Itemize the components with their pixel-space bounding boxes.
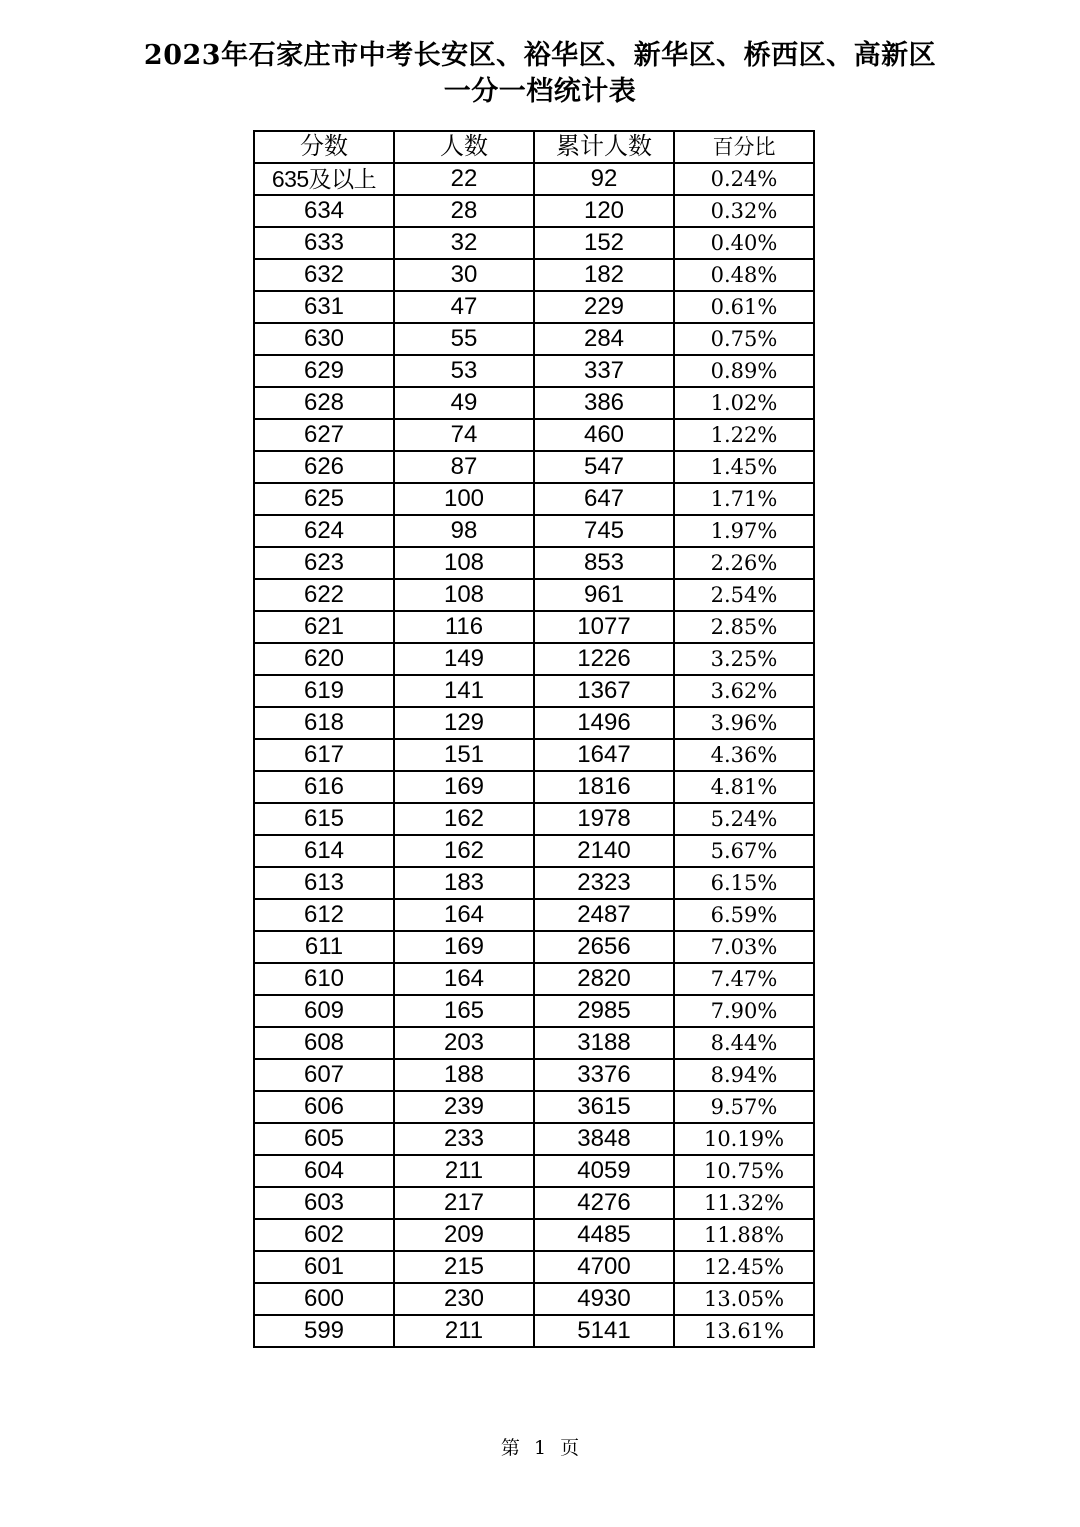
cumulative-cell: 2656	[534, 931, 674, 963]
count-cell: 28	[394, 195, 534, 227]
score-cell: 599	[254, 1315, 394, 1347]
cumulative-cell: 5141	[534, 1315, 674, 1347]
count-cell: 169	[394, 771, 534, 803]
score-cell: 605	[254, 1123, 394, 1155]
count-cell: 164	[394, 899, 534, 931]
table-row	[254, 323, 814, 355]
cumulative-cell: 460	[534, 419, 674, 451]
count-cell: 169	[394, 931, 534, 963]
percent-cell: 11.32%	[674, 1187, 814, 1219]
score-cell: 616	[254, 771, 394, 803]
table-row	[254, 931, 814, 963]
score-cell: 617	[254, 739, 394, 771]
cumulative-cell: 3376	[534, 1059, 674, 1091]
column-header-cumulative: 累计人数	[534, 131, 674, 163]
score-cell: 610	[254, 963, 394, 995]
score-cell: 613	[254, 867, 394, 899]
table-row	[254, 771, 814, 803]
count-cell: 233	[394, 1123, 534, 1155]
cumulative-cell: 2487	[534, 899, 674, 931]
percent-cell: 3.25%	[674, 643, 814, 675]
table-row	[254, 291, 814, 323]
score-cell: 602	[254, 1219, 394, 1251]
percent-cell: 11.88%	[674, 1219, 814, 1251]
table-row	[254, 803, 814, 835]
cumulative-cell: 1226	[534, 643, 674, 675]
cumulative-cell: 547	[534, 451, 674, 483]
cumulative-cell: 386	[534, 387, 674, 419]
page-title: 2023年石家庄市中考长安区、裕华区、新华区、桥西区、高新区	[143, 40, 937, 71]
cumulative-cell: 337	[534, 355, 674, 387]
score-cell: 633	[254, 227, 394, 259]
count-cell: 230	[394, 1283, 534, 1315]
percent-cell: 1.45%	[674, 451, 814, 483]
score-distribution-table	[253, 130, 815, 1348]
percent-cell: 5.24%	[674, 803, 814, 835]
percent-cell: 13.05%	[674, 1283, 814, 1315]
page-footer	[0, 1436, 1080, 1460]
cumulative-cell: 2323	[534, 867, 674, 899]
count-cell: 183	[394, 867, 534, 899]
count-cell: 162	[394, 803, 534, 835]
score-cell: 618	[254, 707, 394, 739]
count-cell: 151	[394, 739, 534, 771]
count-cell: 188	[394, 1059, 534, 1091]
percent-cell: 1.22%	[674, 419, 814, 451]
cumulative-cell: 1077	[534, 611, 674, 643]
page-number: 1	[533, 1437, 547, 1459]
score-cell: 600	[254, 1283, 394, 1315]
percent-cell: 10.19%	[674, 1123, 814, 1155]
table-row	[254, 387, 814, 419]
percent-cell: 4.81%	[674, 771, 814, 803]
cumulative-cell: 745	[534, 515, 674, 547]
table-row	[254, 451, 814, 483]
score-cell: 611	[254, 931, 394, 963]
table-row	[254, 963, 814, 995]
cumulative-cell: 182	[534, 259, 674, 291]
cumulative-cell: 647	[534, 483, 674, 515]
score-cell: 631	[254, 291, 394, 323]
count-cell: 108	[394, 579, 534, 611]
count-cell: 49	[394, 387, 534, 419]
cumulative-cell: 853	[534, 547, 674, 579]
table-row	[254, 835, 814, 867]
cumulative-cell: 1367	[534, 675, 674, 707]
cumulative-cell: 1978	[534, 803, 674, 835]
table-row	[254, 227, 814, 259]
count-cell: 211	[394, 1155, 534, 1187]
count-cell: 162	[394, 835, 534, 867]
percent-cell: 7.90%	[674, 995, 814, 1027]
count-cell: 116	[394, 611, 534, 643]
percent-cell: 1.02%	[674, 387, 814, 419]
count-cell: 141	[394, 675, 534, 707]
score-cell: 622	[254, 579, 394, 611]
cumulative-cell: 284	[534, 323, 674, 355]
count-cell: 74	[394, 419, 534, 451]
percent-cell: 0.32%	[674, 195, 814, 227]
cumulative-cell: 961	[534, 579, 674, 611]
percent-cell: 8.94%	[674, 1059, 814, 1091]
count-cell: 53	[394, 355, 534, 387]
cumulative-cell: 2985	[534, 995, 674, 1027]
table-row	[254, 643, 814, 675]
count-cell: 98	[394, 515, 534, 547]
score-cell: 604	[254, 1155, 394, 1187]
count-cell: 22	[394, 163, 534, 195]
score-cell: 635及以上	[254, 163, 394, 195]
table-row	[254, 483, 814, 515]
cumulative-cell: 4485	[534, 1219, 674, 1251]
table-body	[254, 163, 814, 1347]
page-subtitle: 一分一档统计表	[443, 76, 637, 107]
cumulative-cell: 120	[534, 195, 674, 227]
count-cell: 209	[394, 1219, 534, 1251]
score-cell: 609	[254, 995, 394, 1027]
score-cell: 630	[254, 323, 394, 355]
cumulative-cell: 4276	[534, 1187, 674, 1219]
percent-cell: 0.40%	[674, 227, 814, 259]
table-row	[254, 1251, 814, 1283]
table-row	[254, 707, 814, 739]
percent-cell: 4.36%	[674, 739, 814, 771]
score-cell: 614	[254, 835, 394, 867]
cumulative-cell: 3848	[534, 1123, 674, 1155]
cumulative-cell: 229	[534, 291, 674, 323]
percent-cell: 2.26%	[674, 547, 814, 579]
column-header-percent: 百分比	[674, 131, 814, 163]
percent-cell: 0.75%	[674, 323, 814, 355]
cumulative-cell: 3188	[534, 1027, 674, 1059]
score-cell: 624	[254, 515, 394, 547]
cumulative-cell: 4930	[534, 1283, 674, 1315]
count-cell: 149	[394, 643, 534, 675]
table-row	[254, 419, 814, 451]
table-row	[254, 995, 814, 1027]
count-cell: 30	[394, 259, 534, 291]
count-cell: 215	[394, 1251, 534, 1283]
score-cell: 623	[254, 547, 394, 579]
percent-cell: 2.54%	[674, 579, 814, 611]
cumulative-cell: 3615	[534, 1091, 674, 1123]
percent-cell: 0.48%	[674, 259, 814, 291]
table-row	[254, 1283, 814, 1315]
table-row	[254, 1219, 814, 1251]
page-footer-suffix: 页	[560, 1437, 580, 1459]
score-cell: 606	[254, 1091, 394, 1123]
column-header-score: 分数	[254, 131, 394, 163]
cumulative-cell: 92	[534, 163, 674, 195]
cumulative-cell: 1496	[534, 707, 674, 739]
percent-cell: 12.45%	[674, 1251, 814, 1283]
count-cell: 32	[394, 227, 534, 259]
table-row	[254, 1123, 814, 1155]
table-row	[254, 355, 814, 387]
percent-cell: 5.67%	[674, 835, 814, 867]
percent-cell: 7.03%	[674, 931, 814, 963]
count-cell: 239	[394, 1091, 534, 1123]
percent-cell: 3.62%	[674, 675, 814, 707]
score-cell: 607	[254, 1059, 394, 1091]
score-cell: 603	[254, 1187, 394, 1219]
score-cell: 608	[254, 1027, 394, 1059]
table-row	[254, 1027, 814, 1059]
percent-cell: 10.75%	[674, 1155, 814, 1187]
table-row	[254, 739, 814, 771]
score-cell: 601	[254, 1251, 394, 1283]
table-row	[254, 195, 814, 227]
score-cell: 621	[254, 611, 394, 643]
count-cell: 203	[394, 1027, 534, 1059]
percent-cell: 1.97%	[674, 515, 814, 547]
count-cell: 211	[394, 1315, 534, 1347]
count-cell: 108	[394, 547, 534, 579]
table-row	[254, 675, 814, 707]
table-row	[254, 547, 814, 579]
table-row	[254, 515, 814, 547]
column-header-count: 人数	[394, 131, 534, 163]
table-row	[254, 1059, 814, 1091]
score-cell: 628	[254, 387, 394, 419]
count-cell: 55	[394, 323, 534, 355]
table-row	[254, 1155, 814, 1187]
table-row	[254, 1315, 814, 1347]
score-cell: 626	[254, 451, 394, 483]
table-row	[254, 579, 814, 611]
percent-cell: 8.44%	[674, 1027, 814, 1059]
table-row	[254, 163, 814, 195]
percent-cell: 6.59%	[674, 899, 814, 931]
cumulative-cell: 4059	[534, 1155, 674, 1187]
percent-cell: 0.89%	[674, 355, 814, 387]
table-row	[254, 899, 814, 931]
count-cell: 165	[394, 995, 534, 1027]
score-cell: 625	[254, 483, 394, 515]
count-cell: 164	[394, 963, 534, 995]
percent-cell: 7.47%	[674, 963, 814, 995]
cumulative-cell: 2820	[534, 963, 674, 995]
score-cell: 627	[254, 419, 394, 451]
score-cell: 612	[254, 899, 394, 931]
percent-cell: 1.71%	[674, 483, 814, 515]
table-row	[254, 259, 814, 291]
score-cell: 632	[254, 259, 394, 291]
percent-cell: 9.57%	[674, 1091, 814, 1123]
count-cell: 87	[394, 451, 534, 483]
score-cell: 620	[254, 643, 394, 675]
table-row	[254, 1091, 814, 1123]
percent-cell: 2.85%	[674, 611, 814, 643]
percent-cell: 0.24%	[674, 163, 814, 195]
cumulative-cell: 1647	[534, 739, 674, 771]
table-row	[254, 611, 814, 643]
score-cell: 619	[254, 675, 394, 707]
cumulative-cell: 2140	[534, 835, 674, 867]
count-cell: 217	[394, 1187, 534, 1219]
percent-cell: 0.61%	[674, 291, 814, 323]
score-cell: 615	[254, 803, 394, 835]
score-cell: 634	[254, 195, 394, 227]
cumulative-cell: 1816	[534, 771, 674, 803]
count-cell: 47	[394, 291, 534, 323]
percent-cell: 3.96%	[674, 707, 814, 739]
table-row	[254, 867, 814, 899]
score-cell: 629	[254, 355, 394, 387]
cumulative-cell: 4700	[534, 1251, 674, 1283]
percent-cell: 6.15%	[674, 867, 814, 899]
cumulative-cell: 152	[534, 227, 674, 259]
page-footer-prefix: 第	[500, 1437, 520, 1459]
count-cell: 129	[394, 707, 534, 739]
table-row	[254, 1187, 814, 1219]
percent-cell: 13.61%	[674, 1315, 814, 1347]
count-cell: 100	[394, 483, 534, 515]
table-header-row	[254, 131, 814, 163]
